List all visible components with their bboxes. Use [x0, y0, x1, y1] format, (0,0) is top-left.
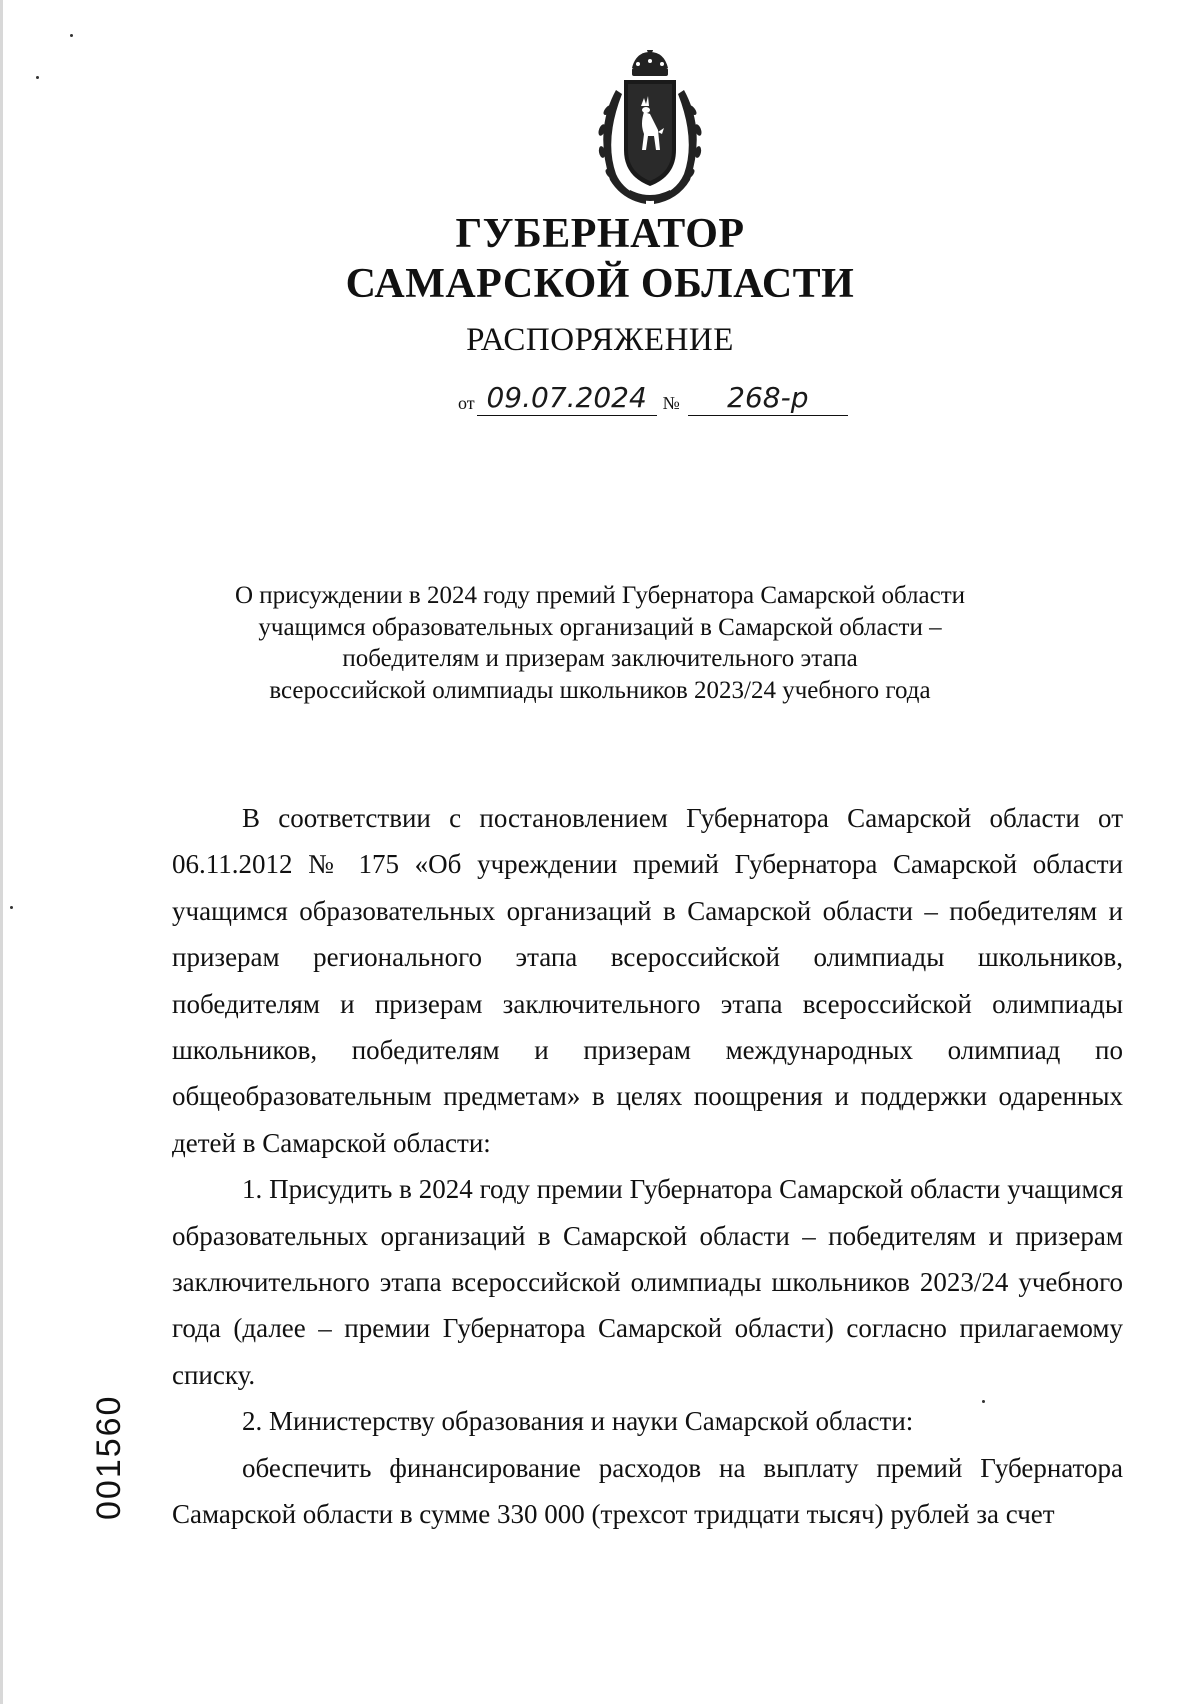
coat-of-arms-icon	[586, 50, 714, 208]
registration-number: 001560	[90, 1394, 128, 1520]
number-prefix: №	[662, 393, 680, 413]
scan-speck	[10, 906, 13, 909]
org-title-line2: САМАРСКОЙ ОБЛАСТИ	[345, 261, 855, 307]
document-date: 09.07.2024	[477, 381, 657, 416]
intro-paragraph: В соответствии с постановлением Губернатора Самарской области от 06.11.2012 № 175 «Об учреждении премий Губернатора Самарской области учащимся образовательных организаций в Самарской области – победителям и призерам регионального этапа всероссийской олимпиады школьников, победителям и призерам заключительного этапа всероссийской олимпиады школьников, победителям и призерам международных олимпиад по общеобразовательным предметам» в целях поощрения и поддержки одаренных детей в Самарской области:	[172, 803, 1123, 1158]
org-title-line1: ГУБЕРНАТОР	[455, 211, 745, 257]
subject-line: победителям и призерам заключительного этапа	[342, 645, 858, 672]
subject-line: О присуждении в 2024 году премий Губернатора Самарской области	[234, 582, 966, 609]
date-prefix: от	[458, 393, 475, 413]
document-body	[172, 795, 1123, 1538]
document-subject	[120, 580, 1080, 706]
item-2-paragraph: 2. Министерству образования и науки Самарской области:	[242, 1406, 914, 1437]
subject-line: учащимся образовательных организаций в Самарской области –	[258, 613, 942, 641]
scan-speck	[36, 76, 39, 79]
item-2-text-paragraph: обеспечить финансирование расходов на выплату премий Губернатора Самарской области в сумме 330 000 (трехсот тридцати тысяч) рублей за счет	[172, 1452, 1123, 1530]
scan-speck	[70, 34, 73, 37]
document-number: 268-р	[688, 381, 848, 416]
scan-speck	[982, 1400, 985, 1403]
item-1-paragraph: 1. Присудить в 2024 году премии Губернатора Самарской области учащимся образовательных организаций в Самарской области – победителям и призерам заключительного этапа всероссийской олимпиады школьников 2023/24 учебного года (далее – премии Губернатора Самарской области) согласно прилагаемому списку.	[172, 1174, 1123, 1390]
document-type: РАСПОРЯЖЕНИЕ	[466, 322, 734, 358]
subject-line: всероссийской олимпиады школьников 2023/24 учебного года	[269, 676, 931, 704]
date-number-row	[458, 380, 848, 420]
